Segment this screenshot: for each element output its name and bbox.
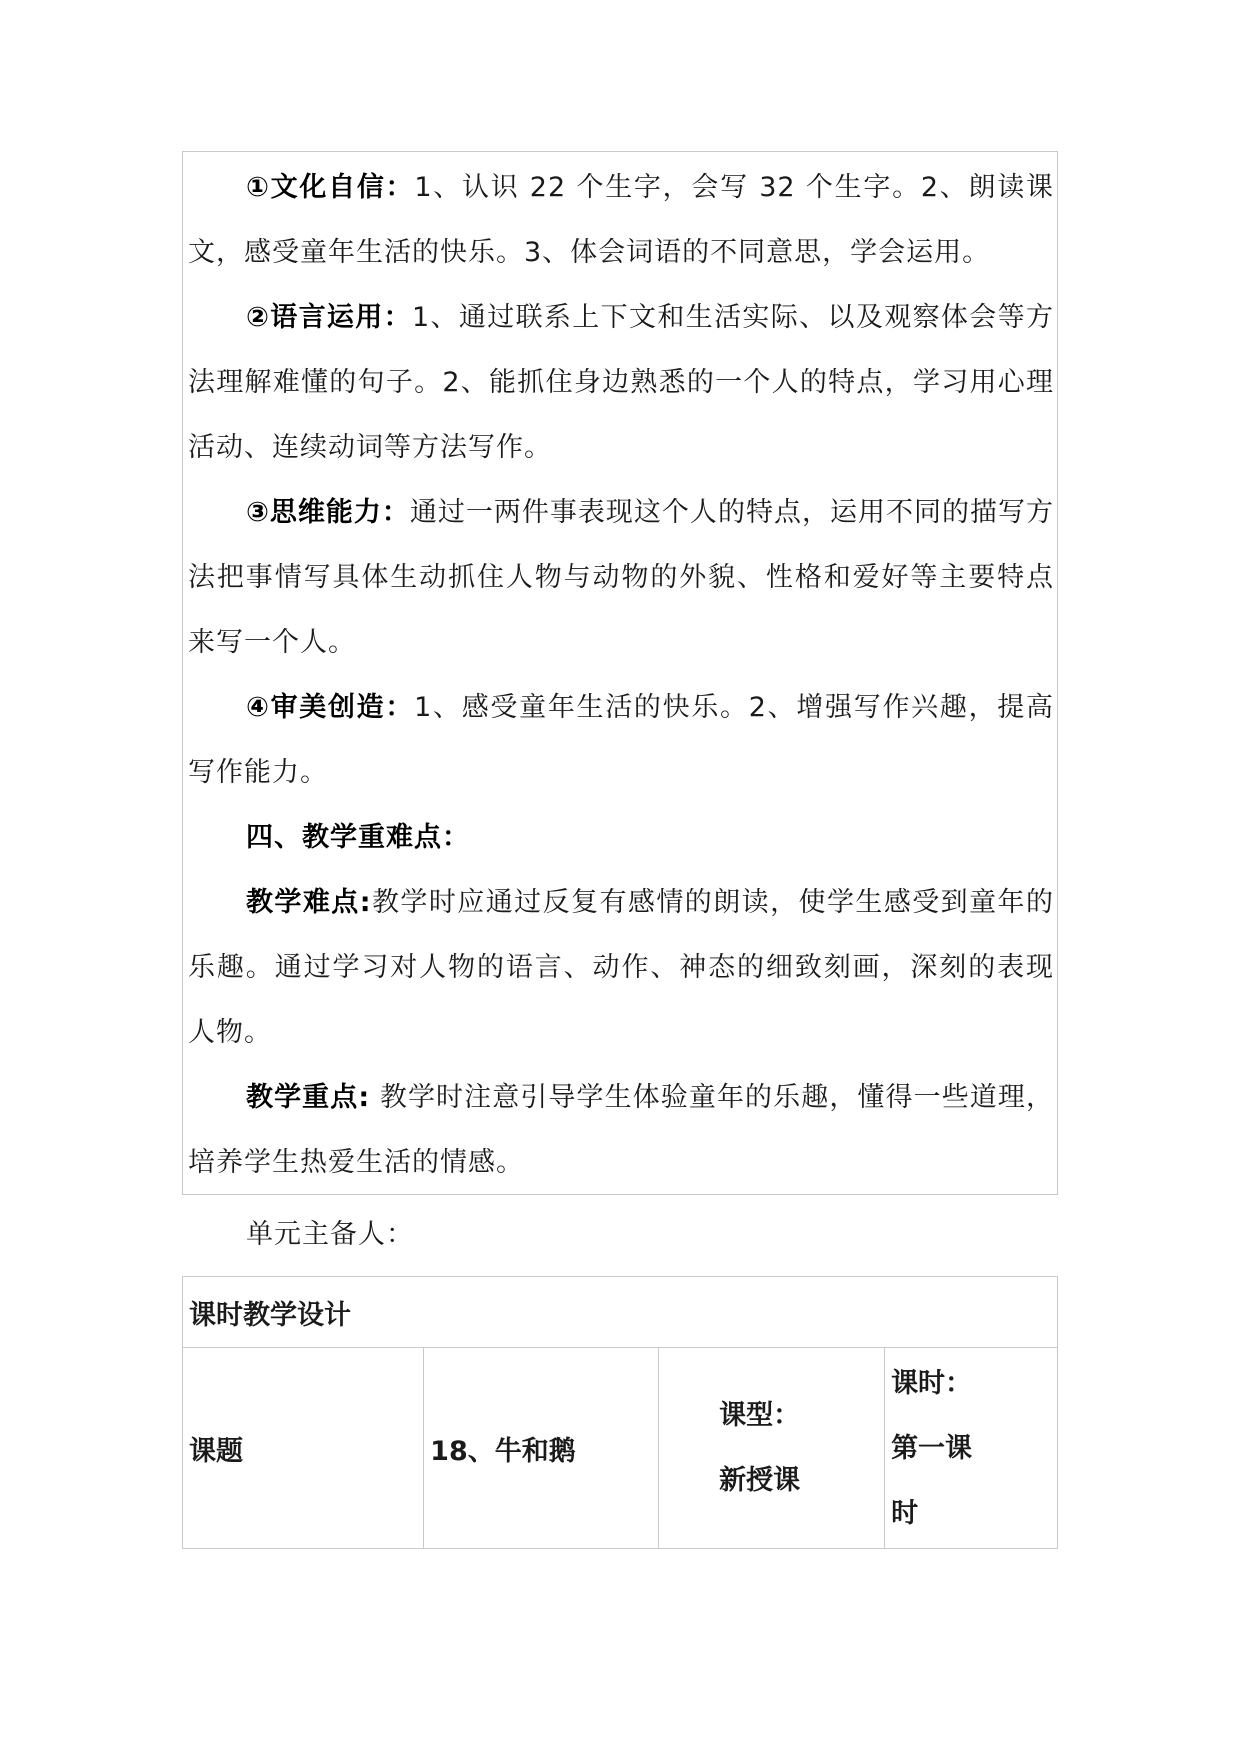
objective-culture <box>188 155 1054 285</box>
lesson-period-label: 课时： <box>891 1367 973 1399</box>
lesson-period-value: 第一课 <box>891 1432 973 1464</box>
lesson-type-cell <box>659 1348 885 1549</box>
unit-preparer: 单元主备人： <box>246 1219 414 1250</box>
lesson-type-label: 课型： <box>719 1400 801 1431</box>
difficulty-text: 教学时应通过反复有感情的朗读，使学生感受到童年的乐趣。通过学习对人物的语言、动作、神态的细致刻画，深刻的表现人物。 <box>188 887 1054 1048</box>
section-heading: 四、教学重难点： <box>246 822 470 853</box>
key-point-label: 教学重点: <box>246 1082 371 1113</box>
objective-label: ②语言运用： <box>246 302 412 333</box>
topic-value: 18、牛和鹅 <box>424 1348 659 1549</box>
objective-thinking <box>188 480 1054 675</box>
objective-text: 1、感受童年生活的快乐。2、增强写作兴趣，提高写作能力。 <box>188 692 1054 788</box>
difficulty-label: 教学难点: <box>246 887 372 918</box>
lesson-period-cell <box>885 1348 1058 1549</box>
teaching-key-point <box>188 1065 1054 1195</box>
topic-label: 课题 <box>183 1348 424 1549</box>
teaching-difficulty <box>188 870 1054 1065</box>
key-point-text: 教学时注意引导学生体验童年的乐趣，懂得一些道理，培养学生热爱生活的情感。 <box>188 1082 1054 1178</box>
lesson-design-table <box>182 1276 1058 1549</box>
objective-text: 1、认识 22 个生字，会写 32 个生字。2、朗读课文，感受童年生活的快乐。3、体会词语的不同意思，学会运用。 <box>188 172 1054 268</box>
objective-label: ①文化自信： <box>246 172 415 203</box>
objective-text: 通过一两件事表现这个人的特点，运用不同的描写方法把事情写具体生动抓住人物与动物的外貌、性格和爱好等主要特点来写一个人。 <box>188 497 1054 658</box>
objective-aesthetic <box>188 675 1054 805</box>
lesson-type-value: 新授课 <box>719 1465 801 1496</box>
lesson-period-value-cont: 时 <box>891 1497 919 1529</box>
table-title: 课时教学设计 <box>183 1277 1058 1348</box>
objective-label: ④审美创造： <box>246 692 415 723</box>
objective-language <box>188 285 1054 480</box>
objective-label: ③思维能力： <box>246 497 410 528</box>
objective-text: 1、通过联系上下文和生活实际、以及观察体会等方法理解难懂的句子。2、能抓住身边熟悉的一个人的特点，学习用心理活动、连续动词等方法写作。 <box>188 302 1054 463</box>
